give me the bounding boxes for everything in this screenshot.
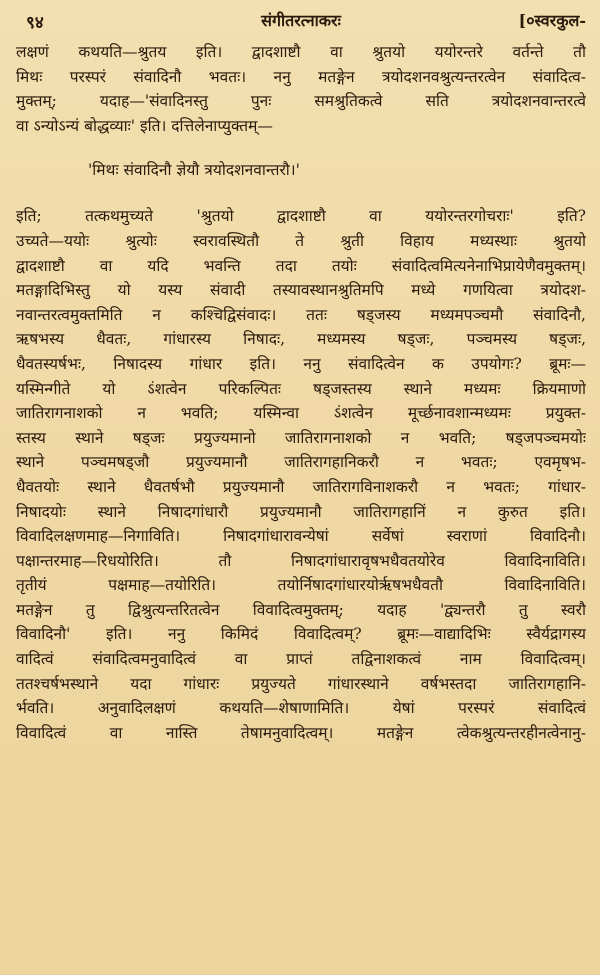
text-line: वादित्वं संवादित्वमनुवादित्वं वा प्राप्तं तद्विनाशकत्वं नाम विवादित्वम्। [16, 650, 586, 669]
page-number: ९४ [26, 13, 44, 33]
text-line: निषादयोः स्थाने निषादगांधारौ प्रयुज्यमानौ जातिरागहानिं न कुरुत इति। [16, 502, 586, 521]
page-header [16, 0, 586, 40]
commentary-paragraph-1 [16, 40, 586, 138]
text-line: द्वादशाष्टौ वा यदि भवन्ति तदा तयोः संवादित्वमित्यनेनाभिप्रायेणैवमुक्तम्। [16, 256, 586, 275]
text-line: पक्षान्तरमाह—रिधयोरिति। तौ निषादगांधारावृषभधैवतयोरेव विवादिनाविति। [16, 551, 586, 570]
text-line: लक्षणं कथयति—श्रुतय इति। द्वादशाष्टौ वा श्रुतयो ययोरन्तरे वर्तन्ते तौ [16, 43, 586, 61]
text-line: जातिरागनाशको न भवति; यस्मिन्वा ऽंशत्वेन मूर्च्छनावशान्मध्यमः प्रयुक्त- [16, 404, 586, 423]
text-line: तृतीयं पक्षमाह—तयोरिति। तयोर्निषादगांधारयोर्ऋषभधैवतौ विवादिनाविति। [16, 576, 586, 595]
text-line: ऋषभस्य धैवतः, गांधारस्य निषादः, मध्यमस्य षड्जः, पञ्चमस्य षड्जः, [16, 330, 586, 349]
text-line: र्भवति। अनुवादिलक्षणं कथयति—शेषाणामिति। येषां परस्परं संवादित्वं [16, 699, 586, 718]
text-line: यस्मिन्गीते यो ऽंशत्वेन परिकल्पितः षड्जस्तस्य स्थाने मध्यमः क्रियमाणो [16, 379, 586, 398]
text-line: नवान्तरत्वमुक्तमिति न कश्चिद्विसंवादः। ततः षड्जस्य मध्यमपञ्चमौ संवादिनौ, [16, 305, 586, 324]
text-line: विवादित्वं वा नास्ति तेषामनुवादित्वम्। मतङ्गेन त्वेकश्रुत्यन्तरहीनत्वेनानु- [16, 723, 586, 742]
text-line: वा ऽन्योऽन्यं बोद्धव्याः' इति। दत्तिलेनाप्युक्तम्— [16, 116, 273, 135]
text-line: स्तस्य स्थाने षड्जः प्रयुज्यमानो जातिरागनाशको न भवति; षड्जपञ्चमयोः [16, 428, 586, 447]
text-line: विवादिलक्षणमाह—निगाविति। निषादगांधारावन्येषां सर्वेषां स्वराणां विवादिनौ। [16, 527, 586, 546]
text-line: मुक्तम्; यदाह—'संवादिनस्तु पुनः समश्रुतिकत्वे सति त्रयोदशनवान्तरत्वे [16, 92, 586, 111]
running-title: संगीतरत्नाकरः [261, 11, 341, 30]
text-line: विवादिनौ' इति। ननु किमिदं विवादित्वम्? ब्रूमः—वाद्यादिभिः स्वैर्यद्रागस्य [16, 625, 586, 644]
text-line: उच्यते—ययोः श्रुत्योः स्वरावस्थितौ ते श्रुती विहाय मध्यस्थाः श्रुतयो [16, 231, 586, 250]
text-line: स्थाने पञ्चमषड्जौ प्रयुज्यमानौ जातिरागहानिकरौ न भवतः; एवमृषभ- [16, 453, 586, 472]
text-line: धैवतस्यर्षभः, निषादस्य गांधार इति। ननु संवादित्वेन क उपयोगः? ब्रूमः— [16, 354, 586, 373]
text-line: मतङ्गादिभिस्तु यो यस्य संवादी तस्यावस्थानश्रुतिमपि मध्ये गणयित्वा त्रयोदश- [16, 281, 586, 300]
quoted-verse: 'मिथः संवादिनौ ज्ञेयौ त्रयोदशनवान्तरौ।' [88, 161, 300, 180]
text-line: ततश्चर्षभस्थाने यदा गांधारः प्रयुज्यते गांधारस्थाने वर्षभस्तदा जातिरागहानि- [16, 674, 586, 693]
text-line: इति; तत्कथमुच्यते 'श्रुतयो द्वादशाष्टौ वा ययोरन्तरगोचराः' इति? [16, 207, 586, 226]
text-line: धैवतयोः स्थाने धैवतर्षभौ प्रयुज्यमानौ जातिरागविनाशकरौ न भवतः; गांधार- [16, 477, 586, 496]
text-line: मतङ्गेन तु द्विश्रुत्यन्तरितत्वेन विवादित्वमुक्तम्; यदाह 'द्व्यन्तरौ तु स्वरौ [16, 600, 586, 619]
commentary-paragraph-2 [16, 204, 586, 745]
text-line: मिथः परस्परं संवादिनौ भवतः। ननु मतङ्गेन त्रयोदशनवश्रुत्यन्तरत्वेन संवादित्व- [16, 67, 586, 86]
section-reference: [०स्वरकुल- [518, 11, 586, 30]
